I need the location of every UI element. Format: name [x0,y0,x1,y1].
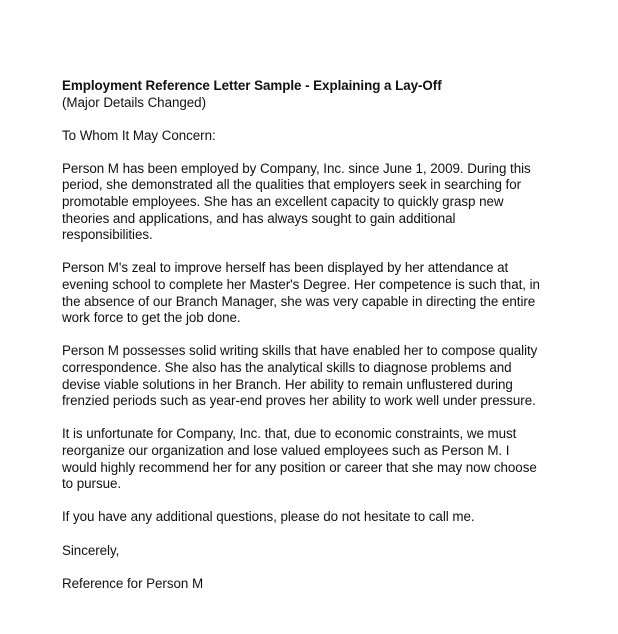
text-line: promotable employees. She has an excellent capacity to quickly grasp new [62,194,504,210]
signature: Reference for Person M [62,575,204,591]
text-line: responsibilities. [62,227,153,243]
text-line: theories and applications, and has always sought to gain additional [62,210,456,226]
text-line: Person M has been employed by Company, Inc. since June 1, 2009. During this [62,160,531,176]
text-line: If you have any additional questions, please do not hesitate to call me. [62,509,475,525]
text-line: work force to get the job done. [62,310,241,326]
text-line: period, she demonstrated all the qualities that employers seek in searching for [62,177,522,193]
paragraph-contact [62,509,602,526]
text-line: Person M's zeal to improve herself has been displayed by her attendance at [62,260,509,276]
text-line: It is unfortunate for Company, Inc. that, due to economic constraints, we must [62,426,517,442]
closing: Sincerely, [62,542,120,558]
text-line: reorganize our organization and lose valued employees such as Person M. I [62,442,510,458]
letter-subtitle: (Major Details Changed) [62,94,206,110]
text-line: correspondence. She also has the analytical skills to diagnose problems and [62,360,512,375]
paragraph-layoff-reason [62,426,602,492]
text-line: evening school to complete her Master's Degree. Her competence is such that, in [62,277,540,293]
text-line: frenzied periods such as year-end proves her ability to work well under pressure. [62,393,536,409]
letter-title: Employment Reference Letter Sample - Explaining a Lay-Off [62,78,442,93]
salutation: To Whom It May Concern: [62,127,216,143]
text-line: would highly recommend her for any position or career that she may now choose [62,459,537,475]
text-line: Person M possesses solid writing skills that have enabled her to compose quality [62,343,538,359]
paragraph-skills [62,343,602,409]
text-line: to pursue. [62,476,122,492]
paragraph-employment-summary [62,161,602,244]
text-line: devise viable solutions in her Branch. Her ability to remain unflustered during [62,376,513,392]
paragraph-self-improvement [62,260,602,326]
text-line: the absence of our Branch Manager, she was very capable in directing the entire [62,293,536,309]
letter-body [62,78,602,609]
